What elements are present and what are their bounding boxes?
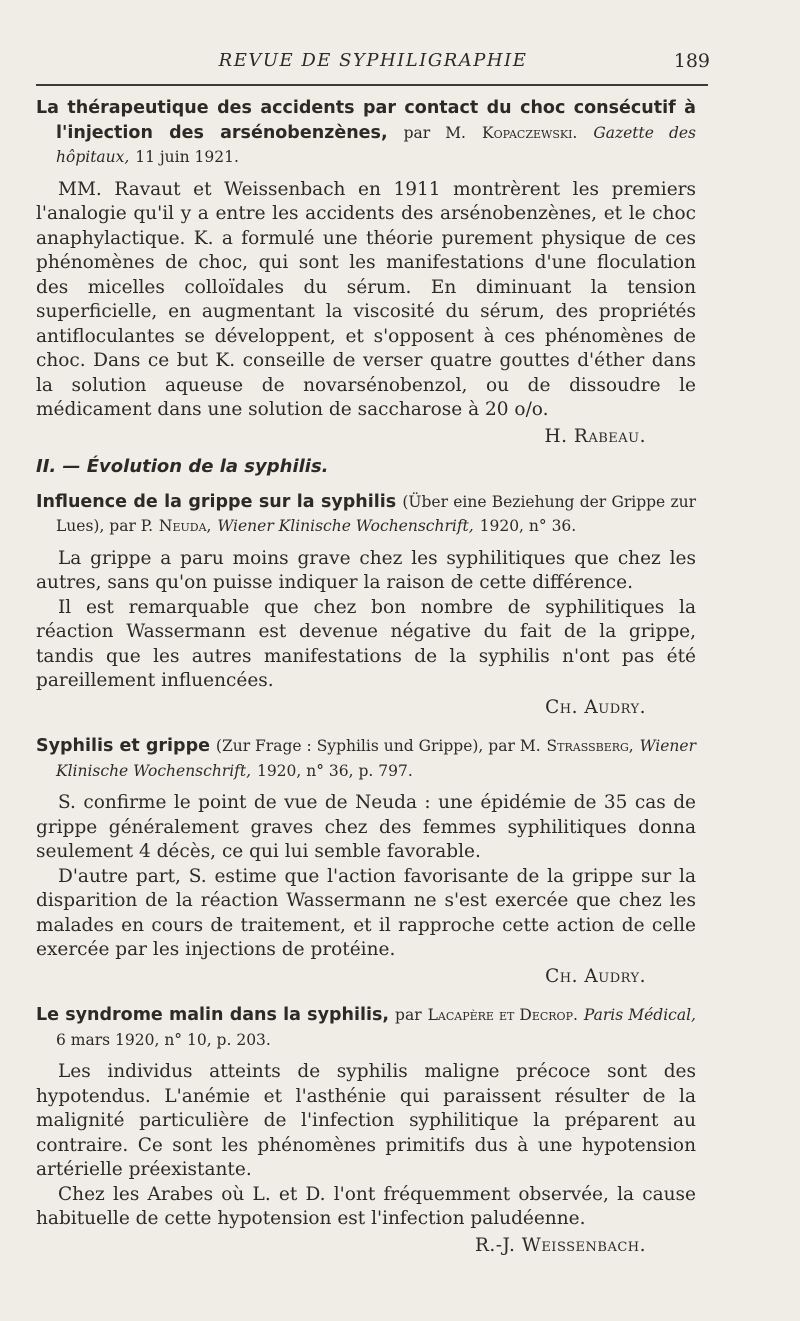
entry-journal: Paris Médical, xyxy=(583,1006,696,1024)
entry-author: Lacapère et Decrop. xyxy=(427,1006,578,1024)
entry-paragraph: Les individus atteints de syphilis maligne précoce sont des hypotendus. L'anémie et l'asthénie qui paraissent résulter de la malignité particulière de l'infection syphilitique la préparent au contraire. Ce sont les phénomènes primitifs dus à une hypotension artérielle préexistante. xyxy=(36,1061,696,1180)
review-entry-1 xyxy=(36,96,696,449)
entry-by: par M. xyxy=(403,123,466,142)
review-entry-4 xyxy=(36,1003,696,1258)
entry-heading xyxy=(36,1003,696,1052)
header-rule xyxy=(36,84,708,86)
entry-author: Strassberg, xyxy=(546,737,634,755)
entry-signature: R.-J. Weissenbach. xyxy=(475,1234,646,1256)
entry-date: 1920, n° 36. xyxy=(479,517,577,535)
entry-title: Syphilis et grippe xyxy=(36,736,210,756)
entry-journal: Gazette des hôpitaux, xyxy=(56,123,696,166)
entry-subtitle: (Über eine Beziehung der Grippe zur Lues), par P. xyxy=(56,492,696,535)
entry-title: Influence de la grippe sur la syphilis xyxy=(36,491,397,512)
entry-journal: Wiener Klinische Wochenschrift, xyxy=(217,517,474,535)
entry-paragraph: La grippe a paru moins grave chez les syphilitiques que chez les autres, sans qu'on puisse indiquer la raison de cette différence. xyxy=(36,547,696,593)
entry-date: 11 juin 1921. xyxy=(135,148,239,166)
entry-journal: Wiener Klinische Wochenschrift, xyxy=(56,737,696,780)
review-entry-3 xyxy=(36,734,696,989)
entry-paragraph: MM. Ravaut et Weissenbach en 1911 montrèrent les premiers l'analogie qu'il y a entre les accidents des arsénobenzènes, et le choc anaphylactique. K. a formulé une théorie purement physique de ces phénomènes de choc, qui sont les manifestations d'une floculation des micelles colloïdales du sérum. En diminuant la tension superficielle, en augmentant la viscosité du sérum, des propriétés antifloculantes se développent, et s'opposent à ces phénomènes de choc. Dans ce but K. conseille de verser quatre gouttes d'éther dans la solution aqueuse de novarsénobenzol, ou de dissoudre le médicament dans une solution de saccharose à 20 o/o. xyxy=(36,178,696,420)
entry-date: 1920, n° 36, p. 797. xyxy=(256,761,413,780)
entry-title: Le syndrome malin dans la syphilis, xyxy=(36,1005,390,1025)
entry-paragraph: Il est remarquable que chez bon nombre de syphilitiques la réaction Wassermann est devenue négative du fait de la grippe, tandis que les autres manifestations de la syphilis n'ont pas été pareillement influencées. xyxy=(36,596,696,691)
entry-heading xyxy=(36,490,696,539)
entry-subtitle: (Zur Frage : Syphilis und Grippe), par M. xyxy=(215,737,541,755)
page-number: 189 xyxy=(673,50,710,72)
entry-heading xyxy=(36,96,696,170)
section-heading: II. — Évolution de la syphilis. xyxy=(36,456,329,477)
review-entry-2 xyxy=(36,490,696,721)
entry-author: Neuda, xyxy=(158,517,212,535)
entry-heading xyxy=(36,734,696,783)
entry-date: 6 mars 1920, n° 10, p. 203. xyxy=(56,1030,271,1049)
entry-signature: Ch. Audry. xyxy=(545,696,646,718)
entry-paragraph: D'autre part, S. estime que l'action favorisante de la grippe sur la disparition de la réaction Wassermann ne s'est exercée que chez les malades en cours de traitement, et il rapproche cette action de celle exercée par les injections de protéine. xyxy=(36,865,696,960)
entry-author: Kopaczewski. xyxy=(481,123,578,142)
running-head xyxy=(36,46,710,78)
entry-title: La thérapeutique des accidents par contact du choc consécutif à l'injection des arsénobenzènes, xyxy=(36,98,696,143)
entry-subtitle: par xyxy=(395,1006,422,1024)
entry-paragraph: S. confirme le point de vue de Neuda : une épidémie de 35 cas de grippe généralement graves chez des femmes syphilitiques donna seulement 4 décès, ce qui lui semble favorable. xyxy=(36,792,696,862)
running-title: REVUE DE SYPHILIGRAPHIE xyxy=(218,50,528,71)
entry-paragraph: Chez les Arabes où L. et D. l'ont fréquemment observée, la cause habituelle de cette hypotension est l'infection paludéenne. xyxy=(36,1183,696,1229)
article-body xyxy=(36,96,696,1258)
entry-signature: Ch. Audry. xyxy=(545,965,646,987)
entry-signature: H. Rabeau. xyxy=(544,425,646,447)
